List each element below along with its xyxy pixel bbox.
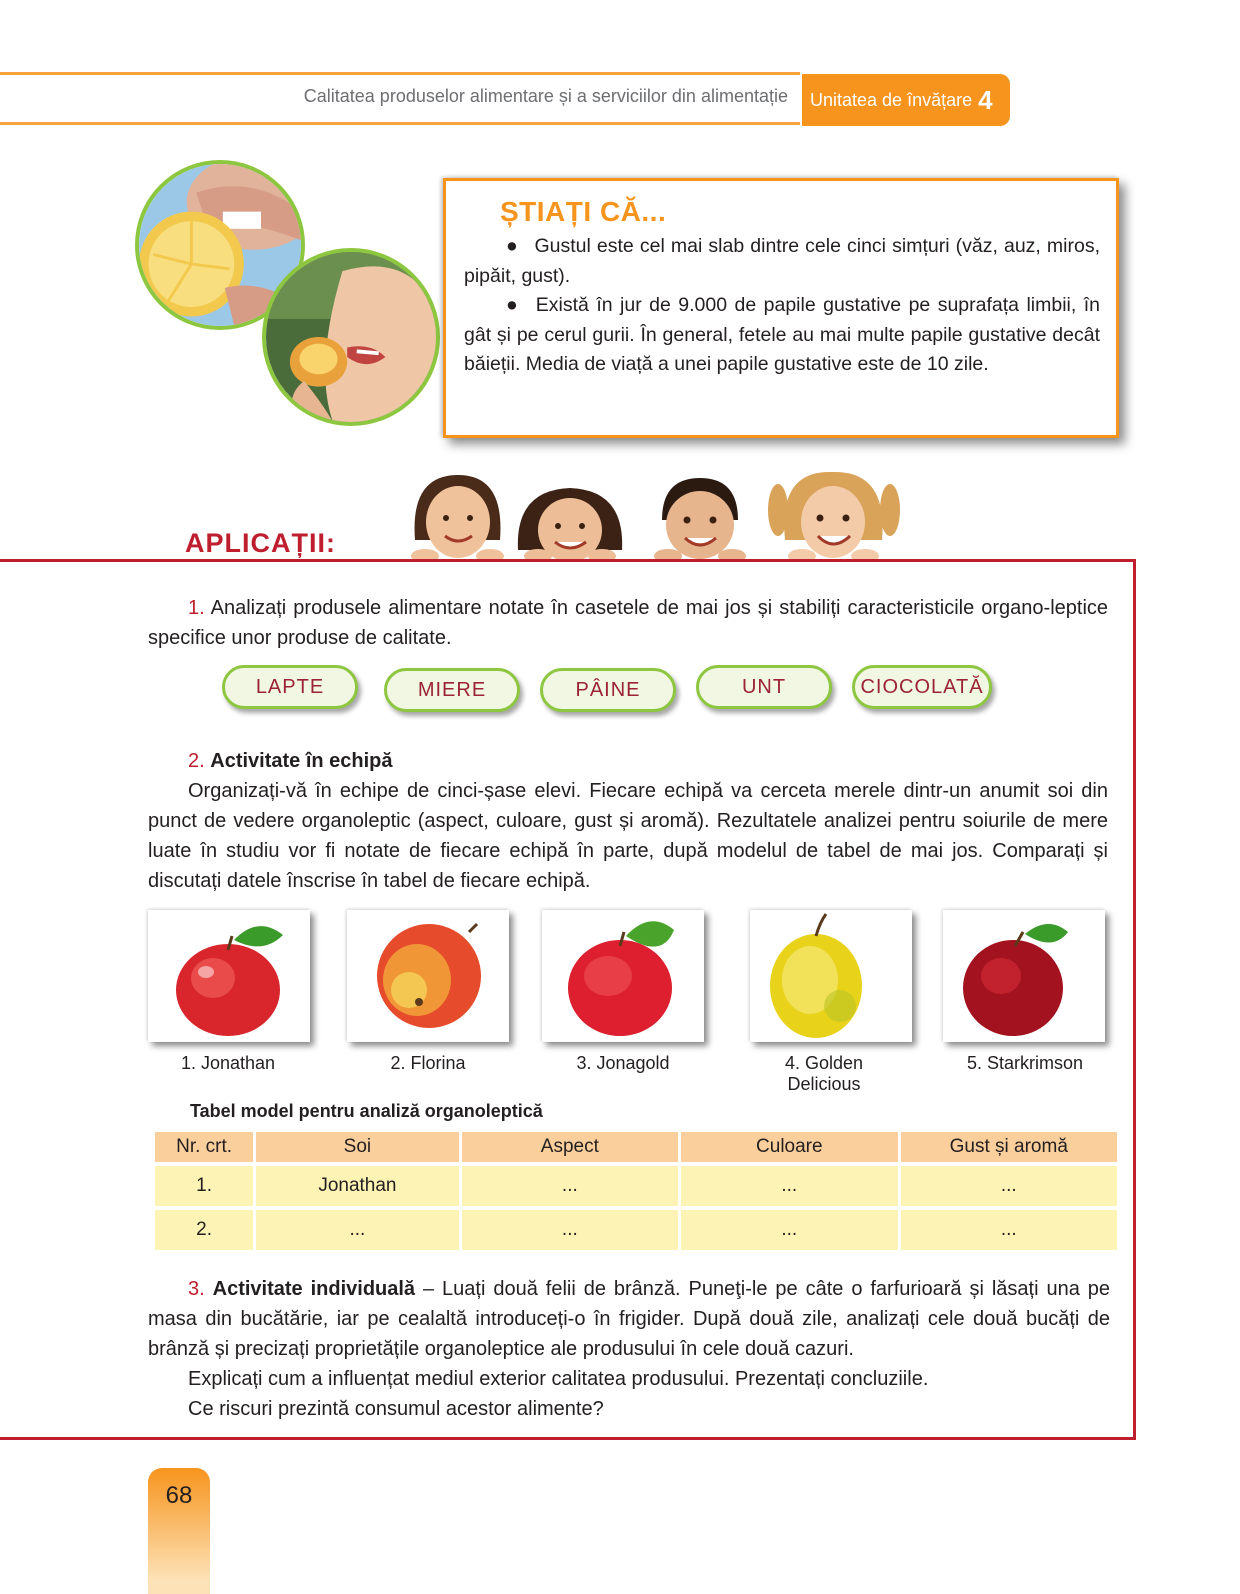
table-cell: ... — [681, 1166, 897, 1206]
fact-2 — [464, 291, 1100, 380]
apple-photo-starkrimson — [943, 910, 1105, 1042]
table-cell: ... — [256, 1210, 458, 1250]
col-header-nr: Nr. crt. — [155, 1132, 253, 1162]
kid-2 — [518, 488, 622, 562]
table-cell: 2. — [155, 1210, 253, 1250]
exercise-1-number: 1. — [188, 597, 205, 619]
apple-caption-2: 2. Florina — [390, 1053, 466, 1073]
kid-4 — [768, 472, 900, 562]
apple-photo-jonathan — [148, 910, 310, 1042]
exercise-1-text: Analizați produsele alimentare notate în casetele de mai jos și stabiliți caracteristicile organo-leptice specifice unor produse de calitate. — [148, 597, 1109, 649]
apple-caption-5: 5. Starkrimson — [966, 1053, 1084, 1073]
apple-caption-1: 1. Jonathan — [180, 1053, 276, 1073]
unit-tab — [802, 74, 1010, 126]
product-box-ciocolata: CIOCOLATĂ — [852, 665, 992, 709]
product-box-miere: MIERE — [384, 668, 520, 712]
kids-illustration — [400, 470, 900, 562]
apple-photo-jonagold — [542, 910, 704, 1042]
fact-1 — [464, 232, 1100, 291]
col-header-gust: Gust și aromă — [901, 1132, 1117, 1162]
exercise-2 — [148, 746, 1108, 896]
table-caption: Tabel model pentru analiză organoleptică — [190, 1101, 543, 1121]
unit-number: 4 — [978, 84, 993, 115]
applications-title: APLICAȚII: — [185, 528, 336, 558]
photo-girl-eating — [262, 248, 440, 426]
bullet-icon: ● — [506, 294, 520, 316]
col-header-aspect: Aspect — [462, 1132, 678, 1162]
fact-1-text: Gustul este cel mai slab dintre cele cinci simțuri (văz, auz, miros, pipăit, gust). — [464, 235, 1101, 287]
exercise-3-title: Activitate individuală — [212, 1278, 416, 1300]
table-cell: ... — [901, 1166, 1117, 1206]
table-cell: ... — [901, 1210, 1117, 1250]
chapter-title: Calitatea produselor alimentare și a serviciilor din alimentație — [303, 86, 788, 106]
exercise-2-text: Organizați-vă în echipe de cinci-șase elevi. Fiecare echipă va cerceta merele dintr-un anumit soi din punct de vedere organoleptic (aspect, culoare, gust și aromă). Rezultatele analizei pentru soiurile de mere luate în studiu vor fi notate de fiecare echipă în parte, după modelul de tabel de mai jos. Comparați și discutați datele înscrise în tabel de fiecare echipă. — [148, 780, 1108, 892]
table-cell: Jonathan — [256, 1166, 458, 1206]
apple-photo-golden-delicious — [750, 910, 912, 1042]
table-row — [155, 1210, 1117, 1250]
apple-caption-3: 3. Jonagold — [576, 1053, 670, 1073]
table-header-row — [155, 1132, 1117, 1162]
table-cell: ... — [462, 1166, 678, 1206]
fact-2-text: Există în jur de 9.000 de papile gustative pe suprafața limbii, în gât și pe cerul gurii. În general, fetele au mai multe papile gustative decât băieții. Media de viață a unei papile gustative este de 10 zile. — [464, 294, 1100, 375]
col-header-soi: Soi — [256, 1132, 458, 1162]
product-box-lapte: LAPTE — [222, 665, 358, 709]
exercise-3-line2: Explicați cum a influențat mediul exterior calitatea produsului. Prezentați concluziile. — [188, 1368, 929, 1390]
product-box-paine: PÂINE — [540, 668, 676, 712]
bullet-icon: ● — [506, 235, 519, 257]
unit-label: Unitatea de învățare — [810, 89, 973, 110]
table-cell: ... — [681, 1210, 897, 1250]
table-cell: ... — [462, 1210, 678, 1250]
exercise-3-line3: Ce riscuri prezintă consumul acestor alimente? — [188, 1398, 604, 1420]
exercise-3-number: 3. — [188, 1278, 205, 1300]
apple-caption-4: 4. Golden Delicious — [784, 1053, 864, 1094]
exercise-1 — [148, 593, 1108, 653]
header-rule-top — [0, 72, 800, 75]
organoleptic-table — [152, 1132, 1120, 1250]
page-number: 68 — [148, 1468, 210, 1594]
exercise-3-text: – Luați două felii de brânză. Puneţi-le pe câte o farfurioară și lăsați una pe masa din bucătărie, iar pe cealaltă introduceți-o în frigider. După două zile, analizați cele două bucăți de brânză și precizați proprietățile organoleptice ale produsului în cele două cazuri. — [148, 1278, 1110, 1360]
col-header-culoare: Culoare — [681, 1132, 897, 1162]
product-box-unt: UNT — [696, 665, 832, 709]
kid-1 — [411, 475, 504, 562]
kid-3 — [654, 478, 746, 562]
apple-photo-florina — [347, 910, 509, 1042]
did-you-know-text — [464, 232, 1100, 380]
exercise-2-title: Activitate în echipă — [210, 750, 393, 772]
table-cell: 1. — [155, 1166, 253, 1206]
exercise-2-number: 2. — [188, 750, 205, 772]
did-you-know-title: ȘTIAȚI CĂ... — [500, 196, 667, 227]
header-rule-bottom — [0, 122, 800, 125]
exercise-3 — [148, 1274, 1110, 1424]
table-row — [155, 1166, 1117, 1206]
